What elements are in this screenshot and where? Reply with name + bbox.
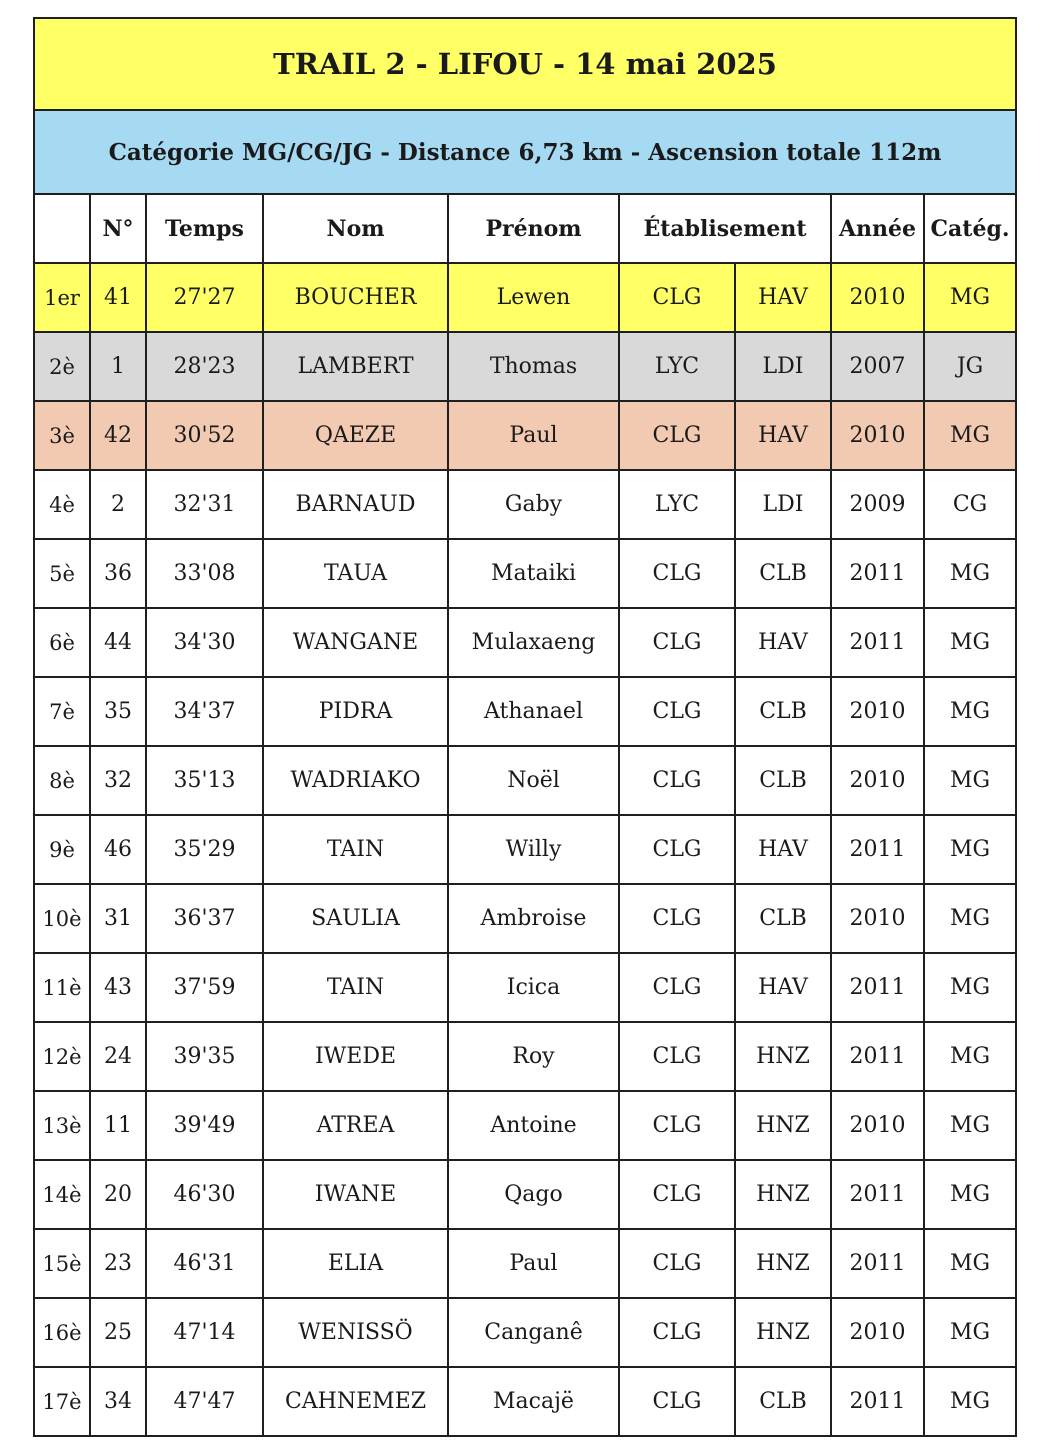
table-row [34,608,1016,677]
school-type-cell: CLG [619,884,735,953]
year-cell: 2011 [831,539,924,608]
first-name-cell: Gaby [448,470,619,539]
last-name-cell: CAHNEMEZ [263,1367,448,1436]
rank-cell: 5è [34,539,90,608]
bib-cell: 23 [90,1229,146,1298]
table-row [34,1298,1016,1367]
time-cell: 34'30 [146,608,263,677]
bib-cell: 36 [90,539,146,608]
rank-cell: 1er [34,263,90,332]
first-name-cell: Macajë [448,1367,619,1436]
last-name-cell: IWANE [263,1160,448,1229]
rank-cell: 4è [34,470,90,539]
category-cell: JG [924,332,1016,401]
school-type-cell: CLG [619,677,735,746]
rank-cell: 14è [34,1160,90,1229]
last-name-cell: QAEZE [263,401,448,470]
bib-cell: 35 [90,677,146,746]
bib-cell: 2 [90,470,146,539]
school-code-cell: CLB [735,539,831,608]
bib-cell: 20 [90,1160,146,1229]
school-type-cell: LYC [619,332,735,401]
category-cell: MG [924,815,1016,884]
table-row [34,884,1016,953]
header-year: Année [831,194,924,263]
time-cell: 27'27 [146,263,263,332]
rank-cell: 11è [34,953,90,1022]
time-cell: 36'37 [146,884,263,953]
first-name-cell: Willy [448,815,619,884]
table-row [34,815,1016,884]
time-cell: 32'31 [146,470,263,539]
category-cell: MG [924,953,1016,1022]
year-cell: 2010 [831,1091,924,1160]
header-bib: N° [90,194,146,263]
category-subtitle: Catégorie MG/CG/JG - Distance 6,73 km - Ascension totale 112m [34,110,1016,194]
school-code-cell: CLB [735,746,831,815]
last-name-cell: BARNAUD [263,470,448,539]
school-type-cell: LYC [619,470,735,539]
page-title: TRAIL 2 - LIFOU - 14 mai 2025 [34,18,1016,110]
last-name-cell: WANGANE [263,608,448,677]
school-type-cell: CLG [619,746,735,815]
last-name-cell: WADRIAKO [263,746,448,815]
year-cell: 2011 [831,608,924,677]
bib-cell: 41 [90,263,146,332]
first-name-cell: Mataiki [448,539,619,608]
category-cell: MG [924,1091,1016,1160]
school-code-cell: CLB [735,884,831,953]
time-cell: 46'30 [146,1160,263,1229]
category-cell: MG [924,1367,1016,1436]
time-cell: 47'47 [146,1367,263,1436]
school-type-cell: CLG [619,539,735,608]
last-name-cell: WENISSÖ [263,1298,448,1367]
time-cell: 30'52 [146,401,263,470]
school-code-cell: HNZ [735,1298,831,1367]
school-type-cell: CLG [619,263,735,332]
category-cell: CG [924,470,1016,539]
first-name-cell: Thomas [448,332,619,401]
school-code-cell: HNZ [735,1229,831,1298]
bib-cell: 1 [90,332,146,401]
table-row [34,1229,1016,1298]
school-type-cell: CLG [619,1367,735,1436]
table-row [34,1367,1016,1436]
rank-cell: 3è [34,401,90,470]
school-type-cell: CLG [619,1160,735,1229]
time-cell: 47'14 [146,1298,263,1367]
bib-cell: 24 [90,1022,146,1091]
time-cell: 39'35 [146,1022,263,1091]
results-sheet [33,17,1015,1437]
time-cell: 33'08 [146,539,263,608]
school-code-cell: HNZ [735,1022,831,1091]
year-cell: 2011 [831,1160,924,1229]
category-cell: MG [924,746,1016,815]
header-last-name: Nom [263,194,448,263]
rank-cell: 12è [34,1022,90,1091]
school-type-cell: CLG [619,953,735,1022]
school-type-cell: CLG [619,608,735,677]
school-code-cell: HAV [735,263,831,332]
category-cell: MG [924,1160,1016,1229]
table-row [34,401,1016,470]
table-row [34,677,1016,746]
table-row [34,1022,1016,1091]
table-row [34,1160,1016,1229]
school-code-cell: CLB [735,1367,831,1436]
year-cell: 2011 [831,953,924,1022]
school-type-cell: CLG [619,815,735,884]
rank-cell: 9è [34,815,90,884]
time-cell: 35'29 [146,815,263,884]
table-row [34,746,1016,815]
time-cell: 39'49 [146,1091,263,1160]
time-cell: 37'59 [146,953,263,1022]
rank-cell: 2è [34,332,90,401]
year-cell: 2010 [831,884,924,953]
table-row [34,953,1016,1022]
year-cell: 2007 [831,332,924,401]
rank-cell: 17è [34,1367,90,1436]
school-code-cell: LDI [735,332,831,401]
year-cell: 2010 [831,677,924,746]
last-name-cell: TAUA [263,539,448,608]
last-name-cell: TAIN [263,953,448,1022]
school-code-cell: HAV [735,953,831,1022]
table-row [34,539,1016,608]
first-name-cell: Antoine [448,1091,619,1160]
category-cell: MG [924,263,1016,332]
year-cell: 2011 [831,1022,924,1091]
category-cell: MG [924,1022,1016,1091]
time-cell: 46'31 [146,1229,263,1298]
first-name-cell: Lewen [448,263,619,332]
school-type-cell: CLG [619,401,735,470]
rank-cell: 8è [34,746,90,815]
header-category: Catég. [924,194,1016,263]
first-name-cell: Athanael [448,677,619,746]
bib-cell: 32 [90,746,146,815]
header-time: Temps [146,194,263,263]
school-type-cell: CLG [619,1298,735,1367]
last-name-cell: ATREA [263,1091,448,1160]
year-cell: 2010 [831,1298,924,1367]
first-name-cell: Mulaxaeng [448,608,619,677]
school-code-cell: HNZ [735,1160,831,1229]
bib-cell: 44 [90,608,146,677]
rank-cell: 7è [34,677,90,746]
results-table [33,17,1017,1437]
year-cell: 2010 [831,746,924,815]
bib-cell: 11 [90,1091,146,1160]
year-cell: 2011 [831,1229,924,1298]
first-name-cell: Ambroise [448,884,619,953]
first-name-cell: Icica [448,953,619,1022]
school-code-cell: HAV [735,815,831,884]
first-name-cell: Noël [448,746,619,815]
rank-cell: 16è [34,1298,90,1367]
rank-cell: 10è [34,884,90,953]
school-type-cell: CLG [619,1229,735,1298]
bib-cell: 42 [90,401,146,470]
school-code-cell: HAV [735,608,831,677]
category-cell: MG [924,884,1016,953]
school-code-cell: CLB [735,677,831,746]
rank-cell: 15è [34,1229,90,1298]
school-code-cell: LDI [735,470,831,539]
last-name-cell: LAMBERT [263,332,448,401]
last-name-cell: TAIN [263,815,448,884]
year-cell: 2010 [831,401,924,470]
category-cell: MG [924,1298,1016,1367]
bib-cell: 31 [90,884,146,953]
last-name-cell: IWEDE [263,1022,448,1091]
header-first-name: Prénom [448,194,619,263]
table-row [34,332,1016,401]
table-row [34,263,1016,332]
first-name-cell: Roy [448,1022,619,1091]
year-cell: 2009 [831,470,924,539]
rank-cell: 6è [34,608,90,677]
first-name-cell: Qago [448,1160,619,1229]
school-code-cell: HNZ [735,1091,831,1160]
last-name-cell: SAULIA [263,884,448,953]
time-cell: 35'13 [146,746,263,815]
category-cell: MG [924,608,1016,677]
bib-cell: 34 [90,1367,146,1436]
bib-cell: 43 [90,953,146,1022]
year-cell: 2011 [831,815,924,884]
bib-cell: 46 [90,815,146,884]
school-code-cell: HAV [735,401,831,470]
school-type-cell: CLG [619,1022,735,1091]
year-cell: 2010 [831,263,924,332]
year-cell: 2011 [831,1367,924,1436]
category-cell: MG [924,539,1016,608]
table-header-row [34,194,1016,263]
last-name-cell: PIDRA [263,677,448,746]
time-cell: 34'37 [146,677,263,746]
header-school: Établisement [619,194,831,263]
first-name-cell: Paul [448,1229,619,1298]
category-cell: MG [924,401,1016,470]
table-row [34,470,1016,539]
category-cell: MG [924,1229,1016,1298]
table-row [34,1091,1016,1160]
time-cell: 28'23 [146,332,263,401]
last-name-cell: BOUCHER [263,263,448,332]
first-name-cell: Canganê [448,1298,619,1367]
rank-cell: 13è [34,1091,90,1160]
first-name-cell: Paul [448,401,619,470]
bib-cell: 25 [90,1298,146,1367]
category-cell: MG [924,677,1016,746]
header-rank [34,194,90,263]
school-type-cell: CLG [619,1091,735,1160]
last-name-cell: ELIA [263,1229,448,1298]
